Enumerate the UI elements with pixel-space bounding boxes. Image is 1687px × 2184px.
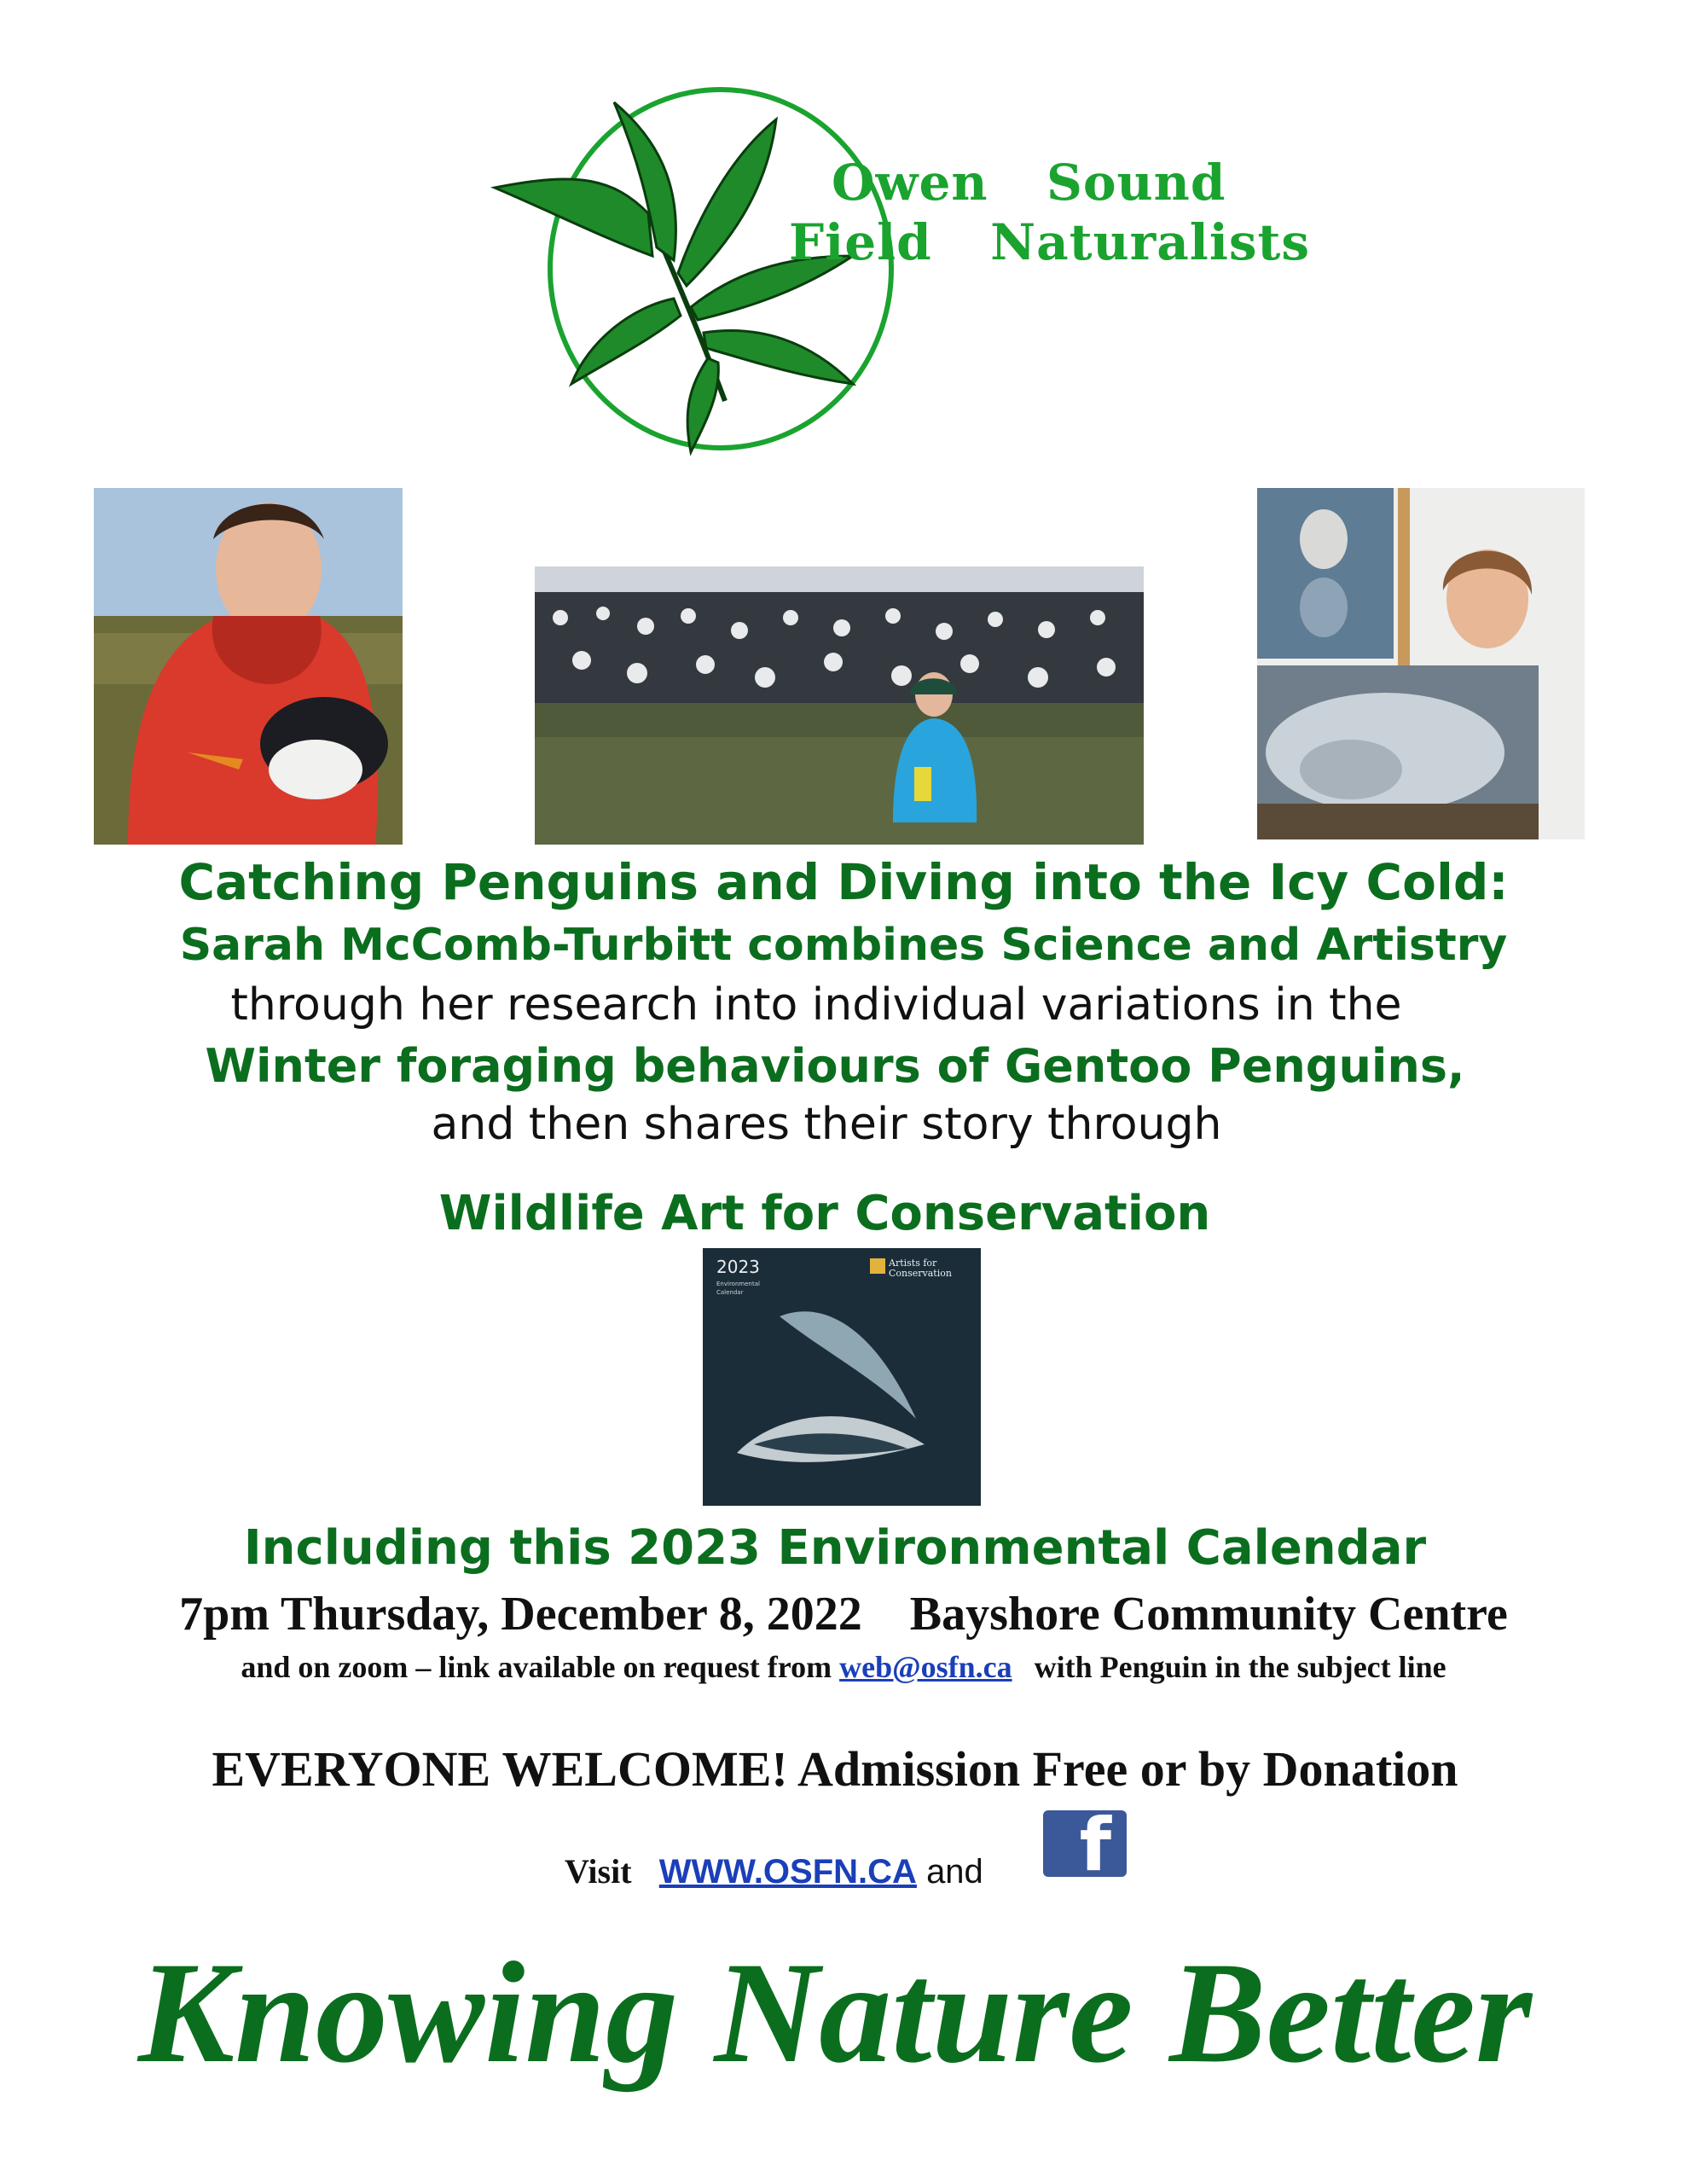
headline-body-3: and then shares their story through xyxy=(431,1099,1222,1150)
welcome-line: EVERYONE WELCOME! Admission Free or by Donation xyxy=(212,1741,1458,1797)
visit-prefix: Visit xyxy=(565,1852,632,1891)
logo-word-naturalists: Naturalists xyxy=(990,213,1310,271)
calendar-subtitle-2: Calendar xyxy=(716,1289,744,1296)
artists-for-conservation-logo-icon xyxy=(870,1258,885,1274)
calendar-subtitle-1: Environmental xyxy=(716,1281,760,1287)
calendar-brand-1: Artists for xyxy=(889,1258,937,1269)
zoom-prefix: and on zoom – link available on request from xyxy=(241,1650,832,1684)
visit-line xyxy=(565,1851,983,1891)
event-venue: Bayshore Community Centre xyxy=(909,1588,1508,1641)
osfn-website-link[interactable]: WWW.OSFN.CA xyxy=(658,1853,917,1891)
event-datetime: 7pm Thursday, December 8, 2022 xyxy=(179,1588,862,1641)
calendar-year: 2023 xyxy=(716,1257,760,1277)
zoom-email-link[interactable]: web@osfn.ca xyxy=(839,1650,1012,1684)
zoom-suffix: with Penguin in the subject line xyxy=(1034,1650,1446,1684)
logo-word-sound: Sound xyxy=(1046,154,1226,212)
osfn-logo xyxy=(478,77,1310,469)
headline-body-2: Winter foraging behaviours of Gentoo Penguins, xyxy=(205,1039,1465,1093)
photo-penguin-colony xyxy=(535,566,1144,845)
leaf-branch-icon xyxy=(478,77,1211,469)
headline-title: Catching Penguins and Diving into the Icy Cold: xyxy=(178,853,1509,911)
photo-researcher-with-penguin xyxy=(94,488,403,845)
event-datetime-venue xyxy=(0,1587,1687,1641)
calendar-cover-image xyxy=(703,1248,981,1506)
facebook-letter: f xyxy=(1079,1803,1111,1888)
headline-body-4: Wildlife Art for Conservation xyxy=(438,1186,1211,1241)
headline-body-1: through her research into individual variations in the xyxy=(230,979,1402,1031)
zoom-line xyxy=(0,1649,1687,1685)
logo-word-field: Field xyxy=(789,213,932,271)
facebook-icon[interactable] xyxy=(1043,1803,1127,1888)
calendar-line: Including this 2023 Environmental Calendar xyxy=(243,1520,1427,1576)
tagline: Knowing Nature Better xyxy=(137,1932,1533,2093)
calendar-brand-2: Conservation xyxy=(889,1268,952,1279)
photo-artist-with-paintings xyxy=(1257,488,1585,839)
logo-word-owen: Owen xyxy=(832,154,988,212)
headline-subtitle: Sarah McComb-Turbitt combines Science and Artistry xyxy=(179,920,1508,971)
visit-and: and xyxy=(926,1853,983,1891)
